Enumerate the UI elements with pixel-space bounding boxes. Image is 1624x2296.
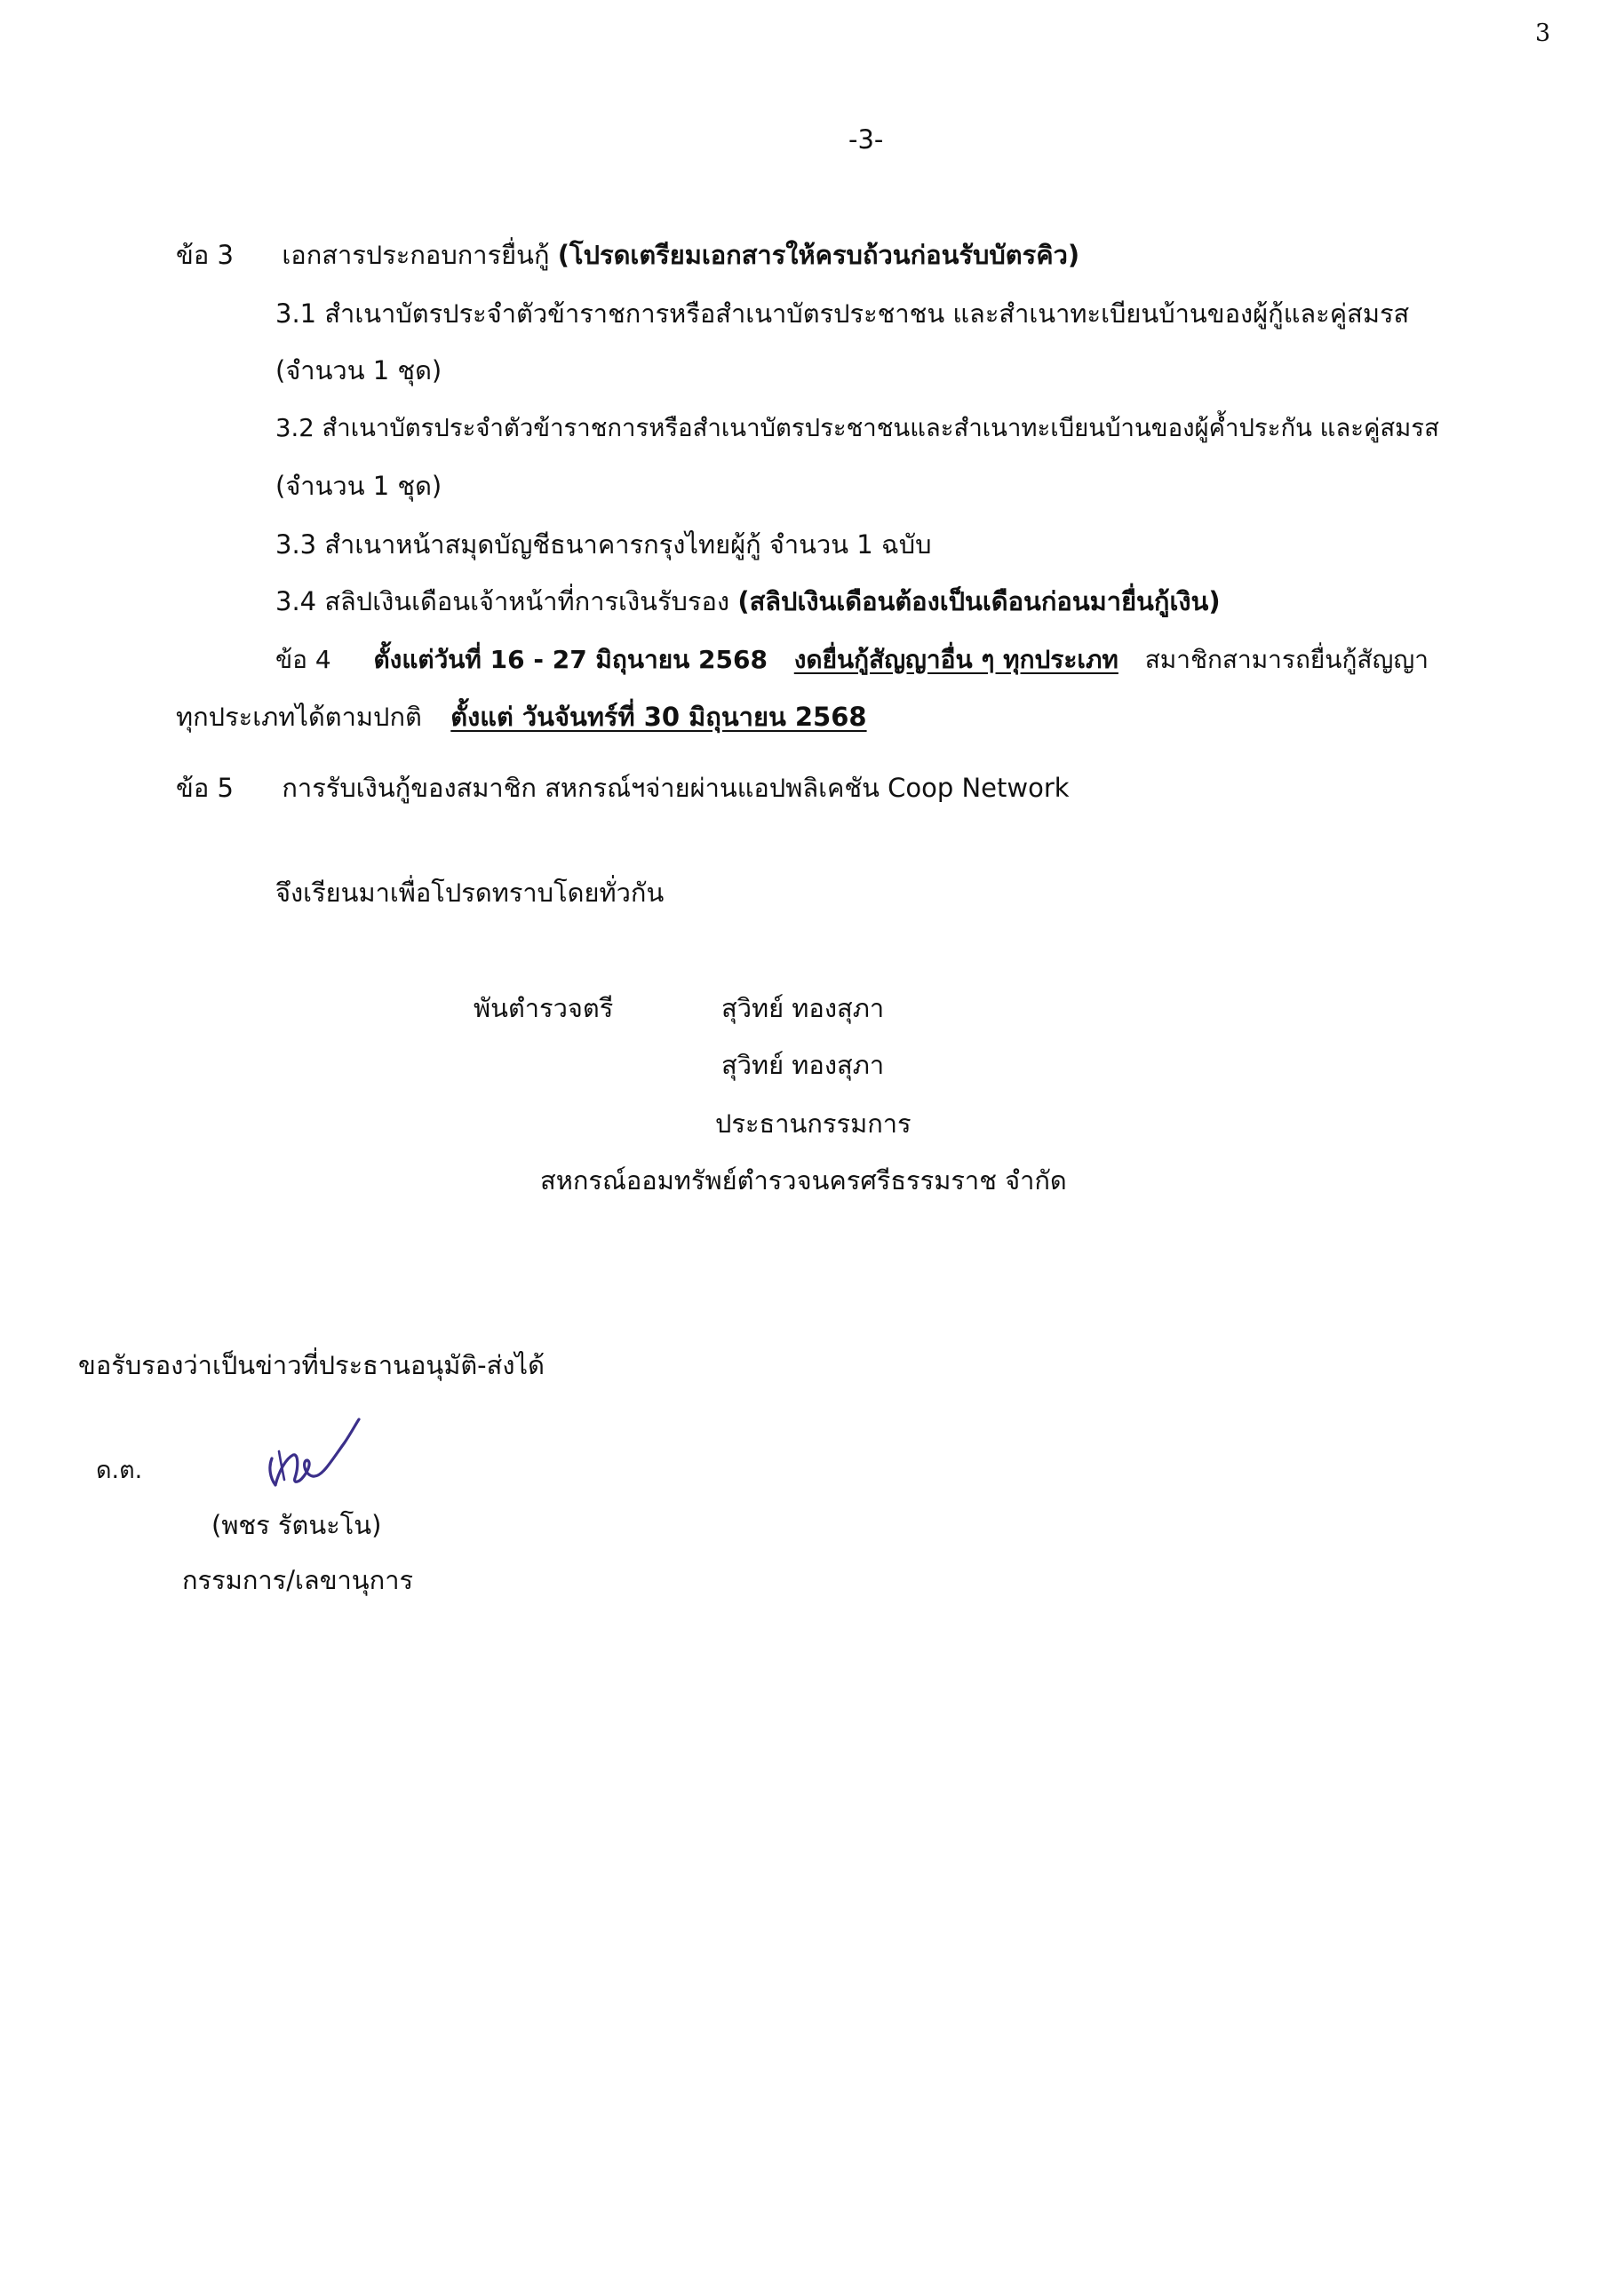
signatory-signed-name: สุวิทย์ ทองสุภา xyxy=(721,993,885,1023)
signatory-position: ประธานกรรมการ xyxy=(715,1108,912,1139)
clause-5 xyxy=(176,773,1070,804)
clause-5-text: การรับเงินกู้ของสมาชิก สหกรณ์ฯจ่ายผ่านแอปพลิเคชัน Coop Network xyxy=(282,773,1070,803)
clause-3-label: ข้อ 3 xyxy=(176,240,234,270)
certification-abbrev: ด.ต. xyxy=(96,1457,143,1484)
page-number: 3 xyxy=(1535,20,1551,47)
clause-3-4-note: (สลิปเงินเดือนต้องเป็นเดือนก่อนมายื่นกู้เงิน) xyxy=(737,586,1221,616)
clause-4-line2 xyxy=(176,702,867,733)
signatory-rank: พันตำรวจตรี xyxy=(474,993,614,1023)
clause-4-text-b: ทุกประเภทได้ตามปกติ xyxy=(176,702,422,732)
clause-4-text-a: สมาชิกสามารถยื่นกู้สัญญา xyxy=(1144,645,1429,674)
signatory-printed-name: สุวิทย์ ทองสุภา xyxy=(721,1050,885,1080)
clause-4-suspension: งดยื่นกู้สัญญาอื่น ๆ ทุกประเภท xyxy=(793,645,1118,674)
page-marker: -3- xyxy=(848,124,884,155)
clause-4-label: ข้อ 4 xyxy=(275,645,331,674)
clause-3-4 xyxy=(275,586,1221,617)
clause-5-label: ข้อ 5 xyxy=(176,773,234,803)
clause-3-1-line1: 3.1 สำเนาบัตรประจำตัวข้าราชการหรือสำเนาบัตรประชาชน และสำเนาทะเบียนบ้านของผู้กู้และคู่สมรส xyxy=(275,298,1410,329)
certification-position: กรรมการ/เลขานุการ xyxy=(182,1565,414,1595)
clause-3-2-line1: 3.2 สำเนาบัตรประจำตัวข้าราชการหรือสำเนาบัตรประชาชนและสำเนาทะเบียนบ้านของผู้ค้ำประกัน และคู่สมรส xyxy=(275,414,1439,442)
clause-4-resume-date: ตั้งแต่ วันจันทร์ที่ 30 มิถุนายน 2568 xyxy=(450,702,867,732)
signatory-organization: สหกรณ์ออมทรัพย์ตำรวจนครศรีธรรมราช จำกัด xyxy=(540,1165,1067,1196)
clause-4-date-range: ตั้งแต่วันที่ 16 - 27 มิถุนายน 2568 xyxy=(373,645,768,674)
certification-name: (พชร รัตนะโน) xyxy=(211,1510,382,1540)
certification-statement: ขอรับรองว่าเป็นข่าวที่ประธานอนุมัติ-ส่งได้ xyxy=(78,1350,545,1380)
clause-4-line1 xyxy=(275,645,1429,675)
closing-sentence: จึงเรียนมาเพื่อโปรดทราบโดยทั่วกัน xyxy=(275,878,665,908)
clause-3-4-text: 3.4 สลิปเงินเดือนเจ้าหน้าที่การเงินรับรอง xyxy=(275,586,730,616)
clause-3-title-note: (โปรดเตรียมเอกสารให้ครบถ้วนก่อนรับบัตรคิว) xyxy=(557,240,1080,270)
clause-3-title: เอกสารประกอบการยื่นกู้ xyxy=(282,240,550,270)
handwritten-signature xyxy=(259,1412,366,1492)
clause-3-2-line2: (จำนวน 1 ชุด) xyxy=(275,471,442,501)
clause-3-heading xyxy=(176,240,1079,271)
clause-3-1-line2: (จำนวน 1 ชุด) xyxy=(275,355,442,385)
clause-3-3: 3.3 สำเนาหน้าสมุดบัญชีธนาคารกรุงไทยผู้กู้ จำนวน 1 ฉบับ xyxy=(275,529,932,560)
